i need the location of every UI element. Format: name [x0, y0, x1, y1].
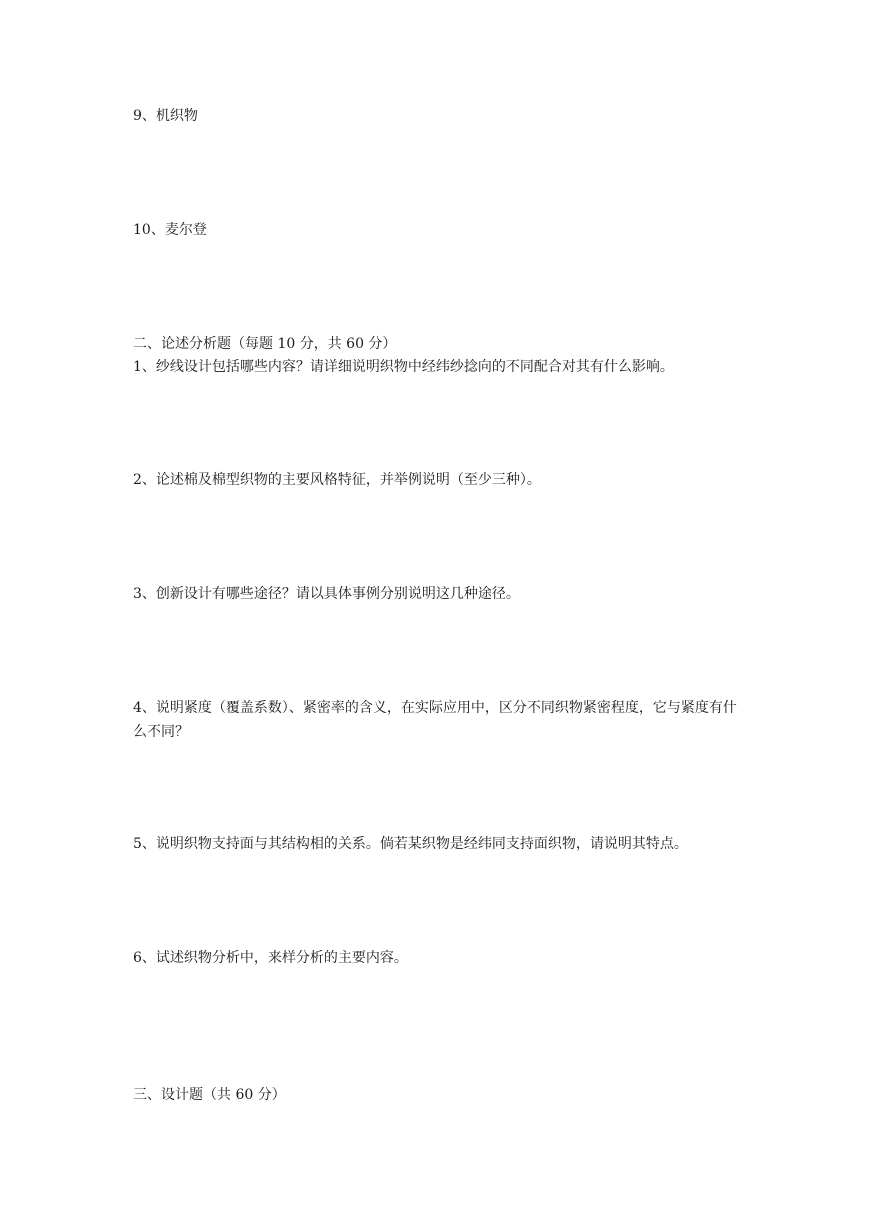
question-4: 4、说明紧度（覆盖系数）、紧密率的含义，在实际应用中，区分不同织物紧密程度，它与紧度有什么不同？ [133, 700, 737, 740]
section-heading-essay: 二、论述分析题（每题 10 分，共 60 分） [133, 336, 397, 352]
question-1: 1、纱线设计包括哪些内容？请详细说明织物中经纬纱捻向的不同配合对其有什么影响。 [133, 359, 674, 375]
question-2: 2、论述棉及棉型织物的主要风格特征，并举例说明（至少三种）。 [133, 472, 541, 488]
term-item-10: 10、麦尔登 [133, 222, 207, 238]
question-6: 6、试述织物分析中，来样分析的主要内容。 [133, 950, 408, 966]
section-heading-design: 三、设计题（共 60 分） [133, 1087, 286, 1103]
question-3: 3、创新设计有哪些途径？请以具体事例分别说明这几种途径。 [133, 586, 520, 602]
question-5: 5、说明织物支持面与其结构相的关系。倘若某织物是经纬同支持面织物，请说明其特点。 [133, 836, 688, 852]
term-item-9: 9、机织物 [133, 108, 198, 124]
